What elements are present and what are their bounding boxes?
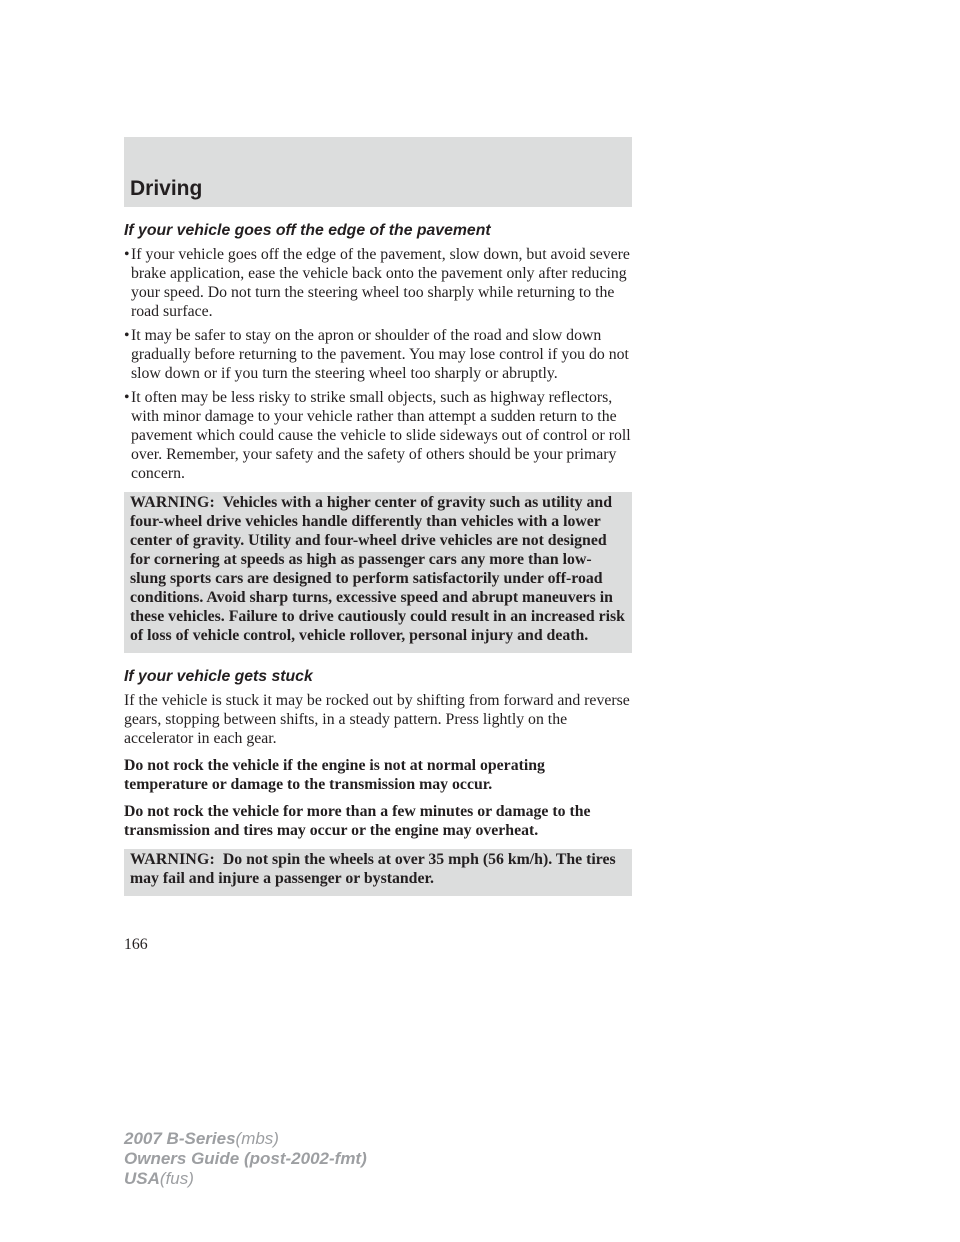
page-number: 166 bbox=[124, 936, 148, 953]
rock-warning-temperature: Do not rock the vehicle if the engine is not at normal operating temperature or damage to the transmission may occur. bbox=[124, 757, 545, 793]
section-title: Driving bbox=[130, 177, 203, 200]
warning-label: WARNING: bbox=[130, 494, 215, 511]
off-pavement-bullet-list bbox=[124, 245, 632, 483]
warning-text: Vehicles with a higher center of gravity such as utility and four-wheel drive vehicles handle differently than vehicles with a lower center of gravity. Utility and four-wheel drive vehicles are not designed for cornering at speeds as high as passenger cars any more than low-slung sports cars are designed to perform satisfactorily under off-road conditions. Avoid sharp turns, excessive speed and abrupt maneuvers in these vehicles. Failure to drive cautiously could result in an increased risk of loss of vehicle control, vehicle rollover, personal injury and death. bbox=[130, 494, 625, 644]
footer-line-model: 2007 B-Series(mbs) bbox=[124, 1129, 279, 1148]
heading-off-pavement: If your vehicle goes off the edge of the pavement bbox=[124, 222, 491, 239]
list-item: • It may be safer to stay on the apron or shoulder of the road and slow down gradually before returning to the pavement. You may lose control if you do not slow down or if you turn the steering wheel too sharply or abruptly. bbox=[124, 327, 629, 382]
warning-box-center-of-gravity bbox=[124, 492, 632, 653]
rock-warning-duration: Do not rock the vehicle for more than a few minutes or damage to the transmission and tires may occur or the engine may overheat. bbox=[124, 803, 591, 839]
list-item: • If your vehicle goes off the edge of the pavement, slow down, but avoid severe brake application, ease the vehicle back onto the pavement only after reducing your speed. Do not turn the steering wheel too sharply while returning to the road surface. bbox=[124, 246, 630, 320]
document-footer bbox=[124, 1129, 367, 1189]
section-header-band bbox=[124, 137, 632, 207]
footer-line-market: USA(fus) bbox=[124, 1169, 194, 1188]
footer-line-guide: Owners Guide (post-2002-fmt) bbox=[124, 1149, 367, 1168]
bullet-icon: • bbox=[124, 246, 130, 263]
heading-vehicle-stuck: If your vehicle gets stuck bbox=[124, 668, 313, 685]
page-content bbox=[124, 221, 632, 910]
list-item: • It often may be less risky to strike small objects, such as highway reflectors, with minor damage to your vehicle rather than attempt a sudden return to the pavement which could cause the vehicle to slide sideways out of control or roll over. Remember, your safety and the safety of others should be your primary concern. bbox=[124, 389, 631, 482]
warning-label: WARNING: bbox=[130, 851, 215, 868]
bullet-icon: • bbox=[124, 327, 130, 344]
bullet-icon: • bbox=[124, 389, 130, 406]
warning-text: Do not spin the wheels at over 35 mph (56 km/h). The tires may fail and injure a passenger or bystander. bbox=[130, 851, 616, 887]
stuck-paragraph: If the vehicle is stuck it may be rocked out by shifting from forward and reverse gears, stopping between shifts, in a steady pattern. Press lightly on the accelerator in each gear. bbox=[124, 692, 630, 747]
warning-box-wheel-spin bbox=[124, 849, 632, 896]
